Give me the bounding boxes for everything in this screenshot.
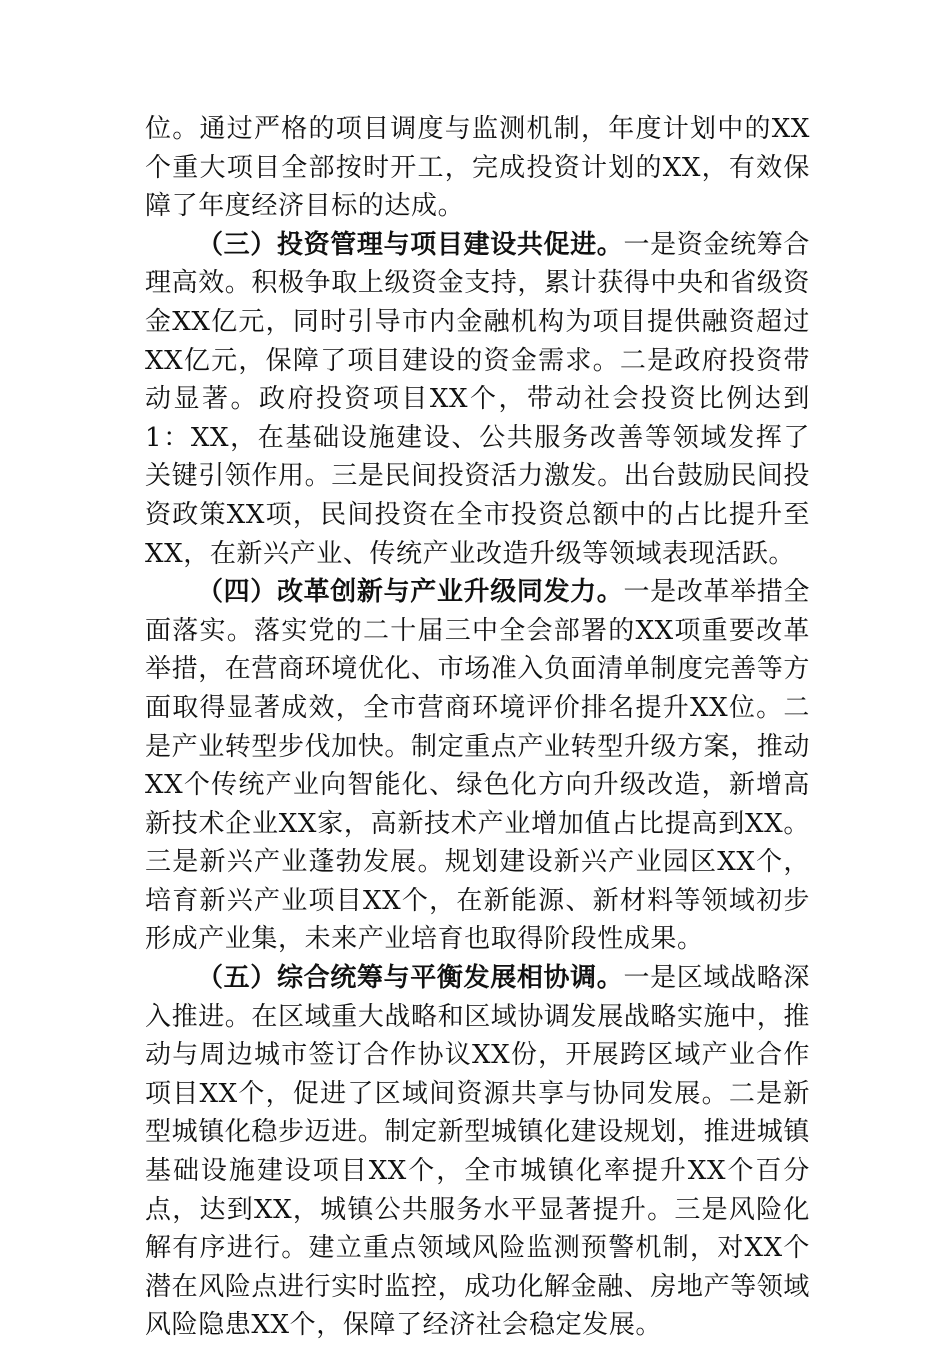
paragraph-body: 一是资金统筹合理高效。积极争取上级资金支持，累计获得中央和省级资金XX亿元，同时引导市内金融机构为项目提供融资超过XX亿元，保障了项目建设的资金需求。二是政府投资带动显著。政府投资项目XX个，带动社会投资比例达到1：XX，在基础设施建设、公共服务改善等领域发挥了关键引领作用。三是民间投资活力激发。出台鼓励民间投资政策XX项，民间投资在全市投资总额中的占比提升至XX，在新兴产业、传统产业改造升级等领域表现活跃。 [145, 229, 811, 569]
document-page [145, 110, 810, 1345]
paragraph-body: 一是改革举措全面落实。落实党的二十届三中全会部署的XX项重要改革举措，在营商环境优化、市场准入负面清单制度完善等方面取得显著成效，全市营商环境评价排名提升XX位。二是产业转型步伐加快。制定重点产业转型升级方案，推动XX个传统产业向智能化、绿色化方向升级改造，新增高新技术企业XX家，高新技术产业增加值占比提高到XX。三是新兴产业蓬勃发展。规划建设新兴产业园区XX个，培育新兴产业项目XX个，在新能源、新材料等领域初步形成产业集，未来产业培育也取得阶段性成果。 [145, 577, 811, 955]
paragraph-body: 位。通过严格的项目调度与监测机制，年度计划中的XX个重大项目全部按时开工，完成投资计划的XX，有效保障了年度经济目标的达成。 [145, 114, 810, 222]
paragraph-section-3 [145, 226, 810, 573]
section-heading: （四）改革创新与产业升级同发力。 [197, 577, 624, 608]
paragraph-body: 一是区域战略深入推进。在区域重大战略和区域协调发展战略实施中，推动与周边城市签订合作协议XX份，开展跨区域产业合作项目XX个，促进了区域间资源共享与协同发展。二是新型城镇化稳步迈进。制定新型城镇化建设规划，推进城镇基础设施建设项目XX个，全市城镇化率提升XX个百分点，达到XX，城镇公共服务水平显著提升。三是风险化解有序进行。建立重点领域风险监测预警机制，对XX个潜在风险点进行实时监控，成功化解金融、房地产等领域风险隐患XX个，保障了经济社会稳定发展。 [145, 963, 811, 1341]
paragraph-continuation [145, 110, 810, 226]
section-heading: （五）综合统筹与平衡发展相协调。 [197, 963, 624, 994]
paragraph-section-5 [145, 959, 810, 1345]
paragraph-section-4 [145, 573, 810, 959]
section-heading: （三）投资管理与项目建设共促进。 [197, 229, 624, 260]
